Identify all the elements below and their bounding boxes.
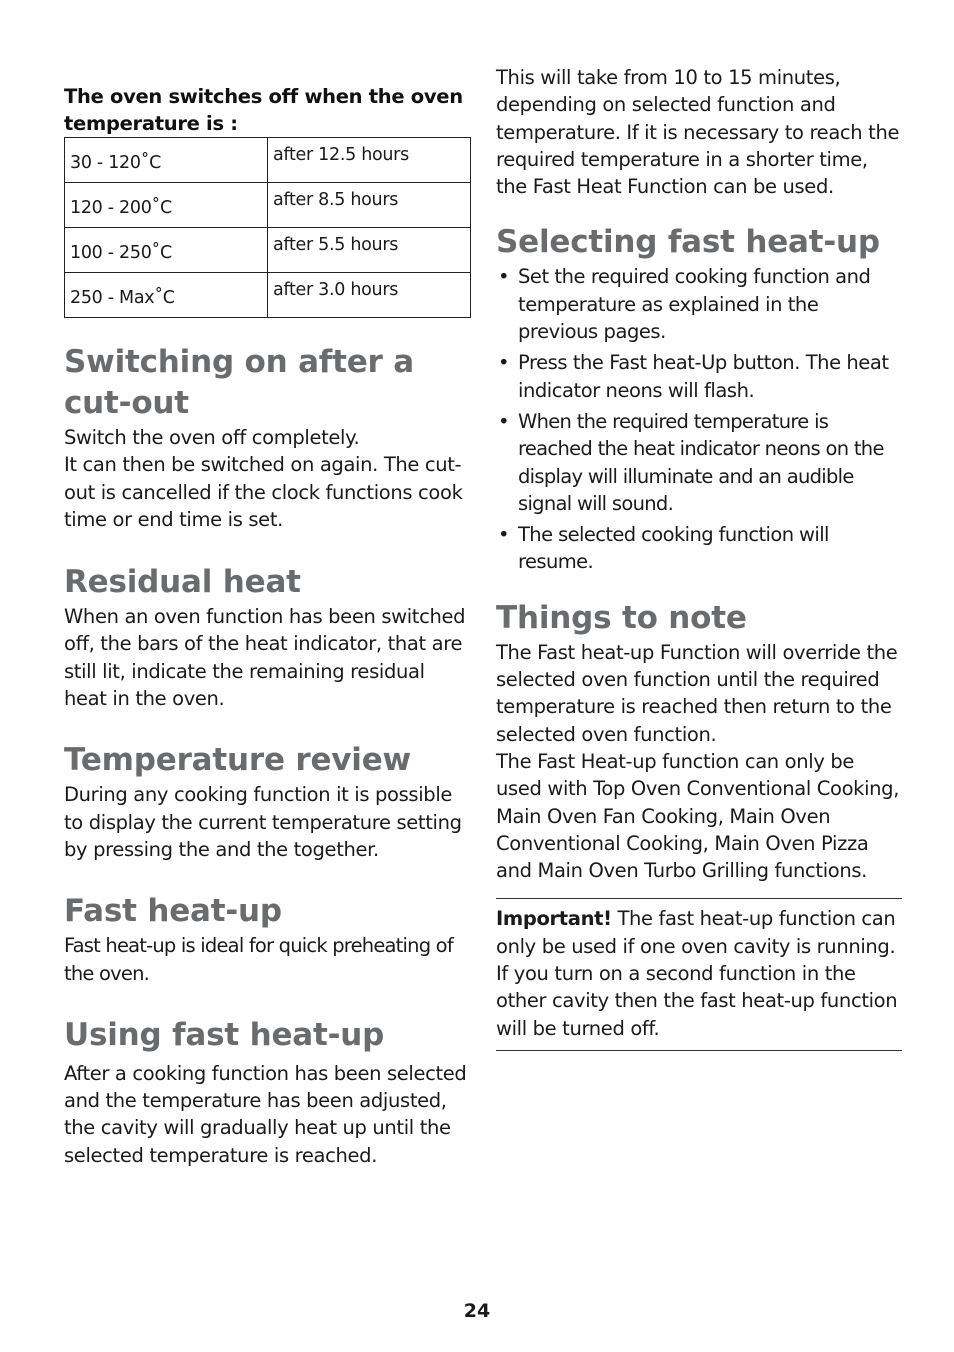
table-row	[65, 138, 471, 183]
right-column	[496, 0, 902, 1051]
bullet-icon: •	[498, 265, 510, 289]
important-text	[496, 905, 902, 1041]
temperature-range: 120 - 200˚C	[65, 183, 268, 228]
temperature-range: 100 - 250˚C	[65, 228, 268, 273]
bullet-icon: •	[498, 351, 510, 375]
table-caption: The oven switches off when the oven temperature is :	[64, 85, 463, 135]
temperature-range: 30 - 120˚C	[65, 138, 268, 183]
table-row	[65, 183, 471, 228]
list-item	[496, 521, 902, 576]
important-body: The fast heat-up function can only be used if one oven cavity is running. If you turn on a second function in the other cavity then the fast heat-up function will be turned off.	[496, 907, 898, 1040]
cutout-table	[64, 137, 471, 318]
switching-on-heading: Switching on after a cut-out	[64, 344, 414, 421]
using-fast-heat-up-body: After a cooking function has been selected and the temperature has been adjusted, the cavity will gradually heat up until the selected temperature is reached.	[64, 1061, 467, 1167]
temperature-review-body: During any cooking function it is possible to display the current temperature setting by pressing the and the together.	[64, 783, 462, 861]
switching-on-line1: Switch the oven off completely.	[64, 426, 360, 449]
fast-heat-up-heading: Fast heat-up	[64, 893, 282, 930]
important-label: Important!	[496, 907, 612, 931]
bullet-icon: •	[498, 409, 509, 433]
cutout-time: after 5.5 hours	[268, 228, 471, 273]
switching-on-line2: It can then be switched on again. The cut-out is cancelled if the clock functions cook time or end time is set.	[64, 453, 463, 531]
important-note	[496, 898, 902, 1050]
table-row	[65, 228, 471, 273]
step-text: When the required temperature is reached the heat indicator neons on the display will illuminate and an audible signal will sound.	[518, 409, 884, 515]
temperature-review-heading: Temperature review	[64, 742, 411, 779]
things-to-note-para2: The Fast Heat-up function can only be used with Top Oven Conventional Cooking, Main Oven Fan Cooking, Main Oven Conventional Cooking, Main Oven Pizza and Main Oven Turbo Grilling functions.	[496, 749, 900, 883]
fast-heat-up-body: Fast heat-up is ideal for quick preheating of the oven.	[64, 934, 453, 985]
residual-heat-body: When an oven function has been switched off, the bars of the heat indicator, that are still lit, indicate the remaining residual heat in the oven.	[64, 605, 466, 711]
temperature-range: 250 - Max˚C	[65, 273, 268, 318]
step-text: Press the Fast heat-Up button. The heat indicator neons will flash.	[518, 351, 889, 402]
cutout-time: after 8.5 hours	[268, 183, 471, 228]
things-to-note-para1: The Fast heat-up Function will override the selected oven function until the required temperature is reached then return to the selected oven function.	[496, 640, 898, 746]
continuation-paragraph: This will take from 10 to 15 minutes, depending on selected function and temperature. If it is necessary to reach the required temperature in a shorter time, the Fast Heat Function can be used.	[496, 66, 900, 199]
left-column	[64, 0, 471, 1169]
things-to-note-heading: Things to note	[496, 599, 747, 636]
table-row	[65, 273, 471, 318]
list-item	[496, 349, 902, 404]
using-fast-heat-up-heading: Using fast heat-up	[64, 1016, 385, 1053]
step-text: The selected cooking function will resume.	[518, 523, 829, 574]
selecting-steps-list	[496, 263, 902, 575]
residual-heat-heading: Residual heat	[64, 564, 301, 601]
cutout-time: after 3.0 hours	[268, 273, 471, 318]
selecting-fast-heat-up-heading: Selecting fast heat-up	[496, 224, 880, 261]
list-item	[496, 408, 902, 517]
step-text: Set the required cooking function and temperature as explained in the previous pages.	[518, 265, 871, 344]
bullet-icon: •	[498, 523, 509, 547]
list-item	[496, 263, 902, 345]
cutout-time: after 12.5 hours	[268, 138, 471, 183]
page-number: 24	[463, 1300, 491, 1322]
